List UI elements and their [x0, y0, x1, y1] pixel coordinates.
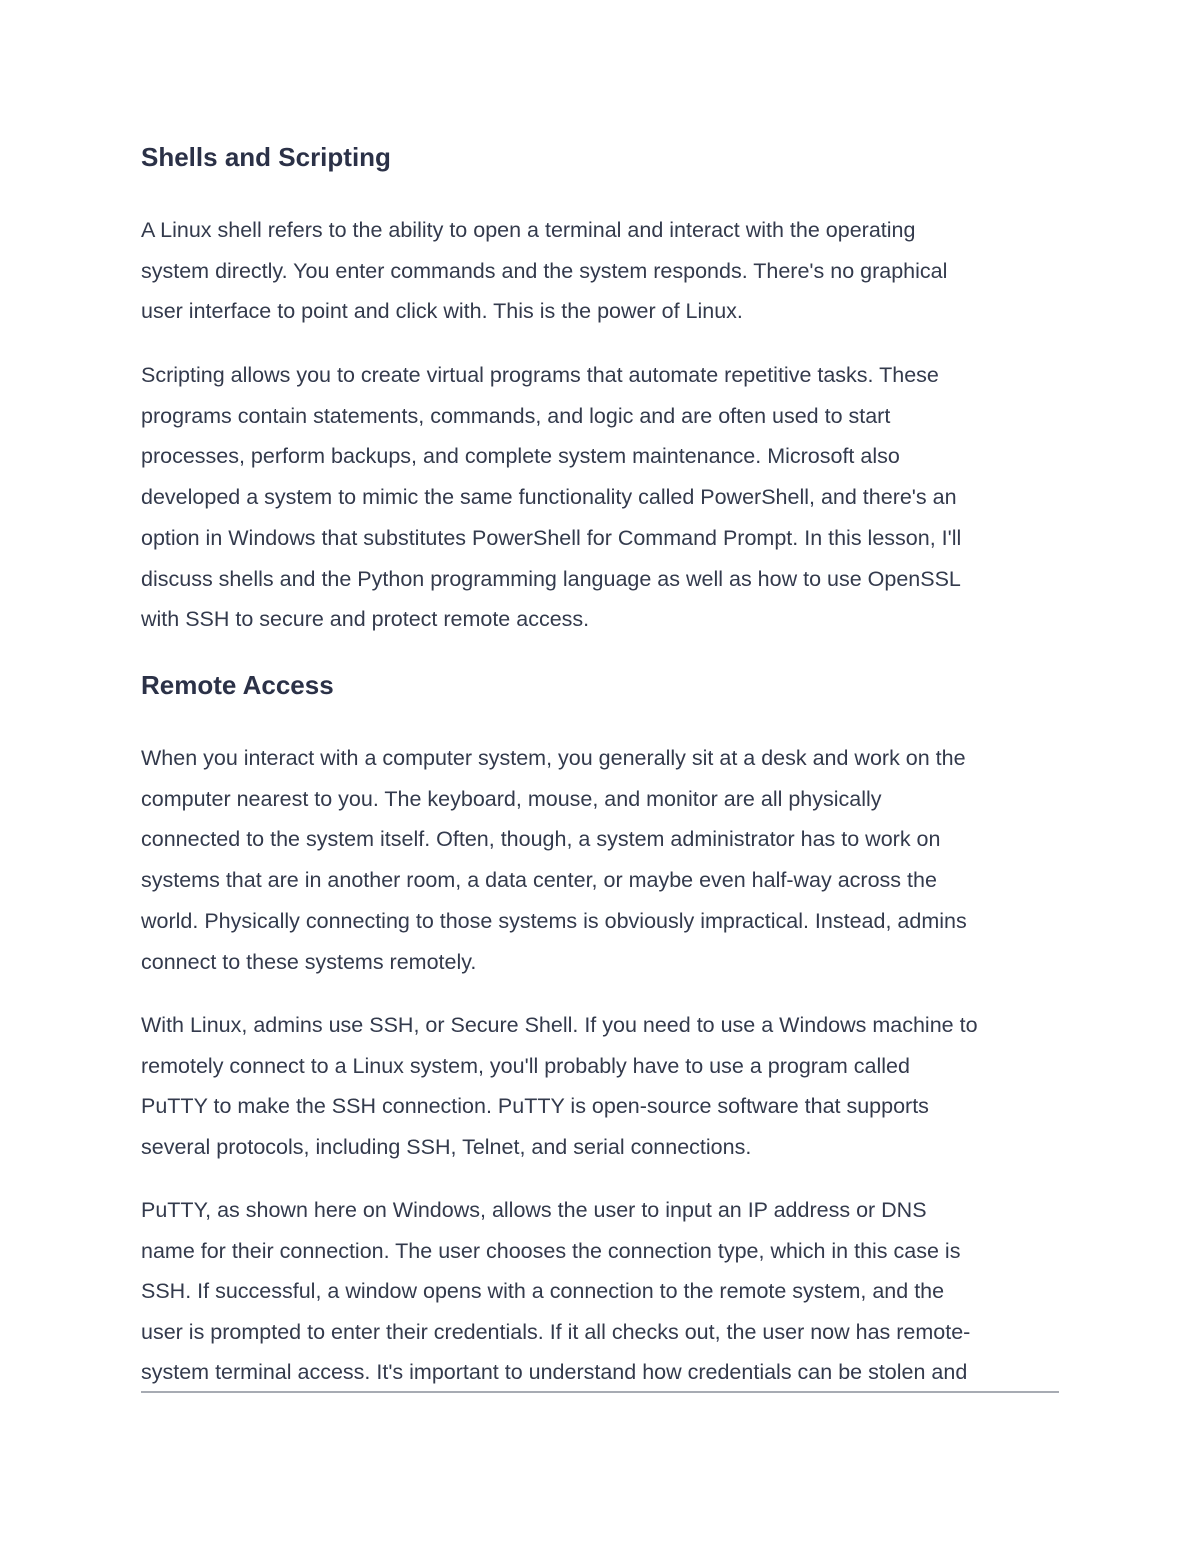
text-line: Scripting allows you to create virtual programs that automate repetitive tasks. These [141, 363, 939, 387]
text-line: SSH. If successful, a window opens with a connection to the remote system, and the [141, 1279, 945, 1304]
paragraph-remote-interaction [141, 738, 1059, 982]
text-line: user is prompted to enter their credentials. If it all checks out, the user now has remote- [141, 1320, 971, 1345]
text-line: When you interact with a computer system, you generally sit at a desk and work on the [141, 746, 966, 770]
text-line: developed a system to mimic the same functionality called PowerShell, and there's an [141, 485, 957, 510]
text-line: systems that are in another room, a data center, or maybe even half-way across the [141, 868, 937, 893]
heading-remote-access: Remote Access [141, 670, 334, 700]
paragraph-scripting [141, 355, 1059, 640]
text-line: system directly. You enter commands and the system responds. There's no graphical [141, 258, 948, 283]
text-line: PuTTY, as shown here on Windows, allows the user to input an IP address or DNS [141, 1198, 927, 1222]
text-line: programs contain statements, commands, and logic and are often used to start [141, 403, 891, 428]
text-line: remotely connect to a Linux system, you'll probably have to use a program called [141, 1053, 910, 1078]
text-line: option in Windows that substitutes PowerShell for Command Prompt. In this lesson, I'll [141, 525, 962, 550]
paragraph-putty-windows [141, 1190, 1059, 1393]
text-line: system terminal access. It's important to understand how credentials can be stolen and [141, 1359, 968, 1384]
text-line: connect to these systems remotely. [141, 949, 477, 974]
heading-shells-and-scripting: Shells and Scripting [141, 142, 391, 172]
text-line: world. Physically connecting to those systems is obviously impractical. Instead, admins [141, 908, 967, 933]
text-line: A Linux shell refers to the ability to open a terminal and interact with the operating [141, 218, 916, 242]
text-line: processes, perform backups, and complete system maintenance. Microsoft also [141, 444, 900, 469]
text-line: discuss shells and the Python programming language as well as how to use OpenSSL [141, 566, 961, 591]
paragraph-linux-shell [141, 210, 1059, 332]
text-line: several protocols, including SSH, Telnet, and serial connections. [141, 1135, 752, 1160]
paragraph-ssh-putty [141, 1005, 1059, 1168]
text-line: name for their connection. The user chooses the connection type, which in this case is [141, 1238, 961, 1263]
text-line: PuTTY to make the SSH connection. PuTTY is open-source software that supports [141, 1094, 929, 1119]
text-line: with SSH to secure and protect remote access. [141, 607, 590, 632]
text-line: With Linux, admins use SSH, or Secure Shell. If you need to use a Windows machine to [141, 1013, 978, 1037]
text-line: connected to the system itself. Often, though, a system administrator has to work on [141, 827, 941, 852]
text-line: user interface to point and click with. This is the power of Linux. [141, 299, 743, 324]
text-line: computer nearest to you. The keyboard, mouse, and monitor are all physically [141, 786, 882, 811]
